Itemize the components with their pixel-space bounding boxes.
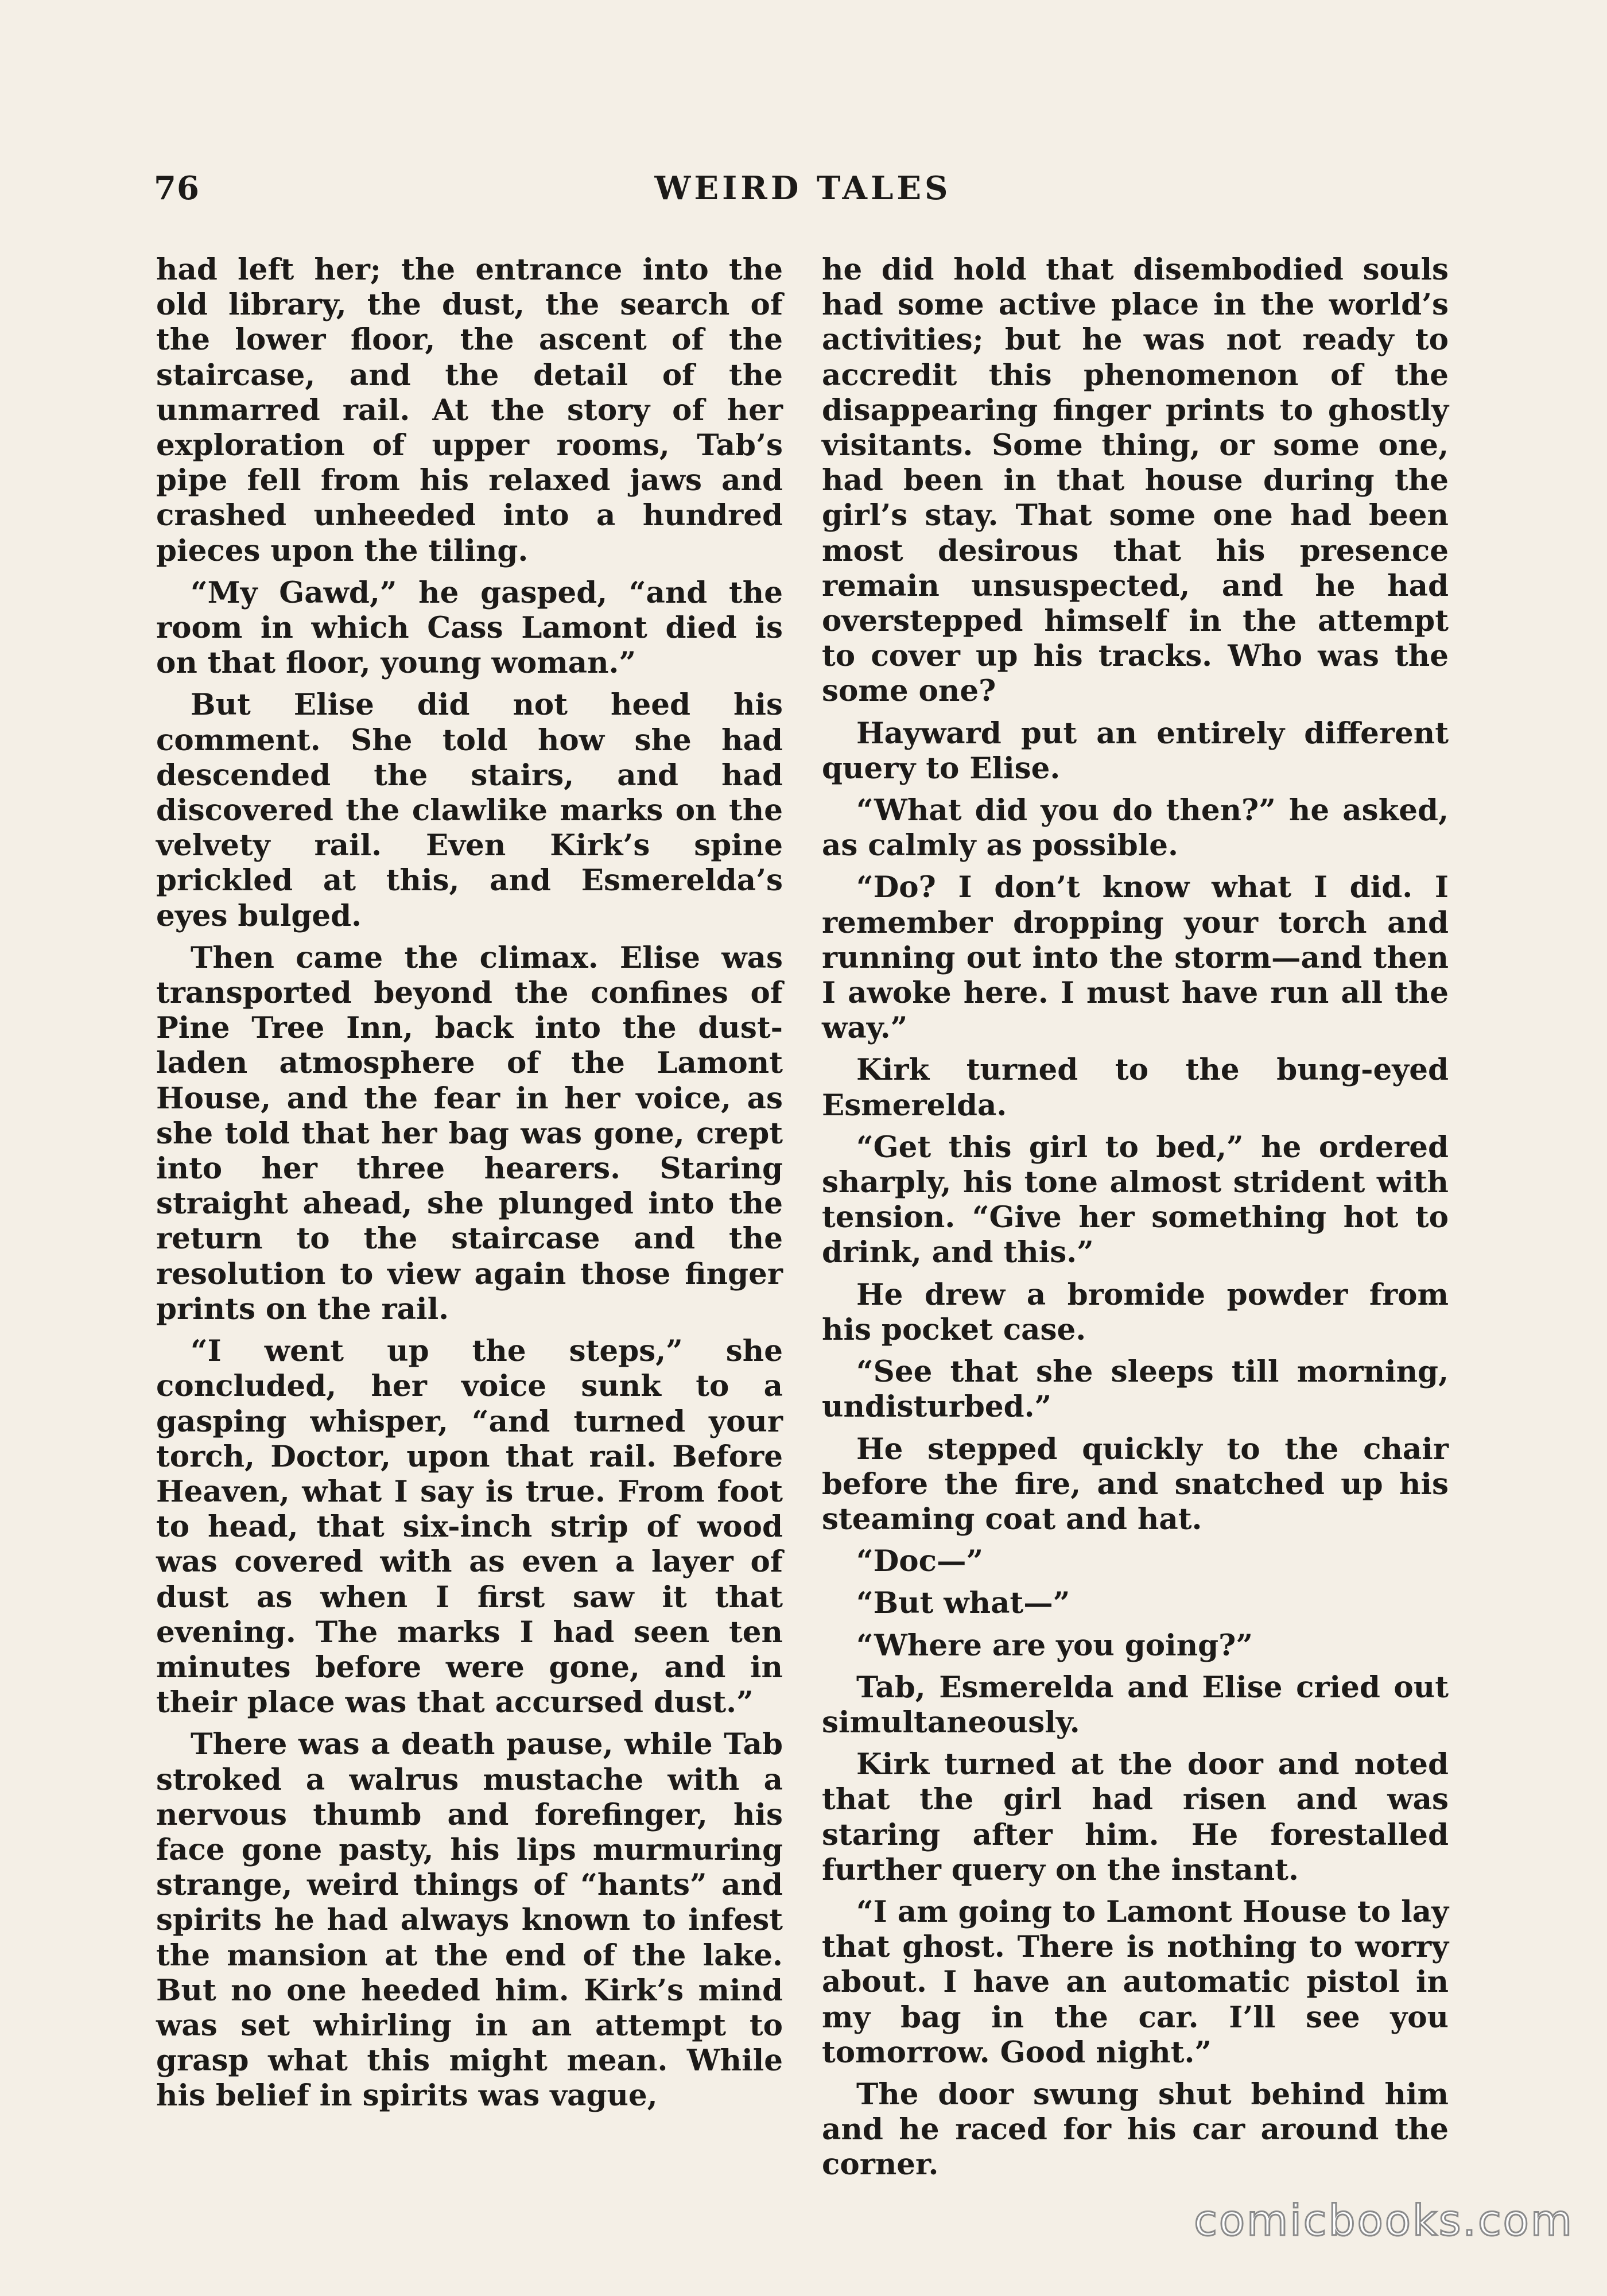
paragraph: Kirk turned to the bung-eyed Esmerelda.: [822, 1053, 1449, 1123]
paragraph: “Where are you going?”: [856, 1628, 1253, 1663]
paragraph: Tab, Esmerelda and Elise cried out simultaneously.: [822, 1670, 1449, 1740]
paragraph: “Doc—”: [856, 1544, 984, 1579]
paragraph: “I went up the steps,” she concluded, her voice sunk to a gasping whisper, “and turned your torch, Doctor, upon that rail. Before Heaven, what I say is true. From foot to head, that six-inch strip of wood was covered with as even a layer of dust as when I first saw it that evening. The marks I had seen ten minutes before were gone, and in their place was that accursed dust.”: [156, 1334, 783, 1720]
paragraph: He drew a bromide powder from his pocket case.: [822, 1277, 1449, 1347]
page-number: 76: [154, 169, 200, 207]
paragraph: Then came the climax. Elise was transported beyond the confines of Pine Tree Inn, back into the dust-laden atmosphere of the Lamont House, and the fear in her voice, as she told that her bag was gone, crept into her three hearers. Staring straight ahead, she plunged into the return to the staircase and the resolution to view again those finger prints on the rail.: [156, 940, 783, 1327]
page-header: [154, 169, 1452, 215]
paragraph: Kirk turned at the door and noted that the girl had risen and was staring after him. He forestalled further query on the instant.: [822, 1747, 1449, 1887]
paragraph: The door swung shut behind him and he raced for his car around the corner.: [822, 2077, 1449, 2182]
paragraph: “See that she sleeps till morning, undisturbed.”: [822, 1355, 1449, 1425]
paragraph: “But what—”: [856, 1586, 1070, 1621]
paragraph: There was a death pause, while Tab stroked a walrus mustache with a nervous thumb and forefinger, his face gone pasty, his lips murmuring strange, weird things of “hants” and spirits he had always known to infest the mansion at the end of the lake. But no one heeded him. Kirk’s mind was set whirling in an attempt to grasp what this might mean. While his belief in spirits was vague,: [156, 1727, 783, 2113]
paragraph: “I am going to Lamont House to lay that ghost. There is nothing to worry about. I have an automatic pistol in my bag in the car. I’ll see you tomorrow. Good night.”: [822, 1894, 1449, 2070]
paragraph: But Elise did not heed his comment. She told how she had descended the stairs, and had discovered the clawlike marks on the velvety rail. Even Kirk’s spine prickled at this, and Esmerelda’s eyes bulged.: [156, 688, 783, 933]
paragraph: “What did you do then?” he asked, as calmly as possible.: [822, 793, 1449, 863]
paragraph: he did hold that disembodied souls had some active place in the world’s activities; but he was not ready to accredit this phenomenon of the disappearing finger prints to ghostly visitants. Some thing, or some one, had been in that house during the girl’s stay. That some one had been most desirous that his presence remain unsuspected, and he had overstepped himself in the attempt to cover up his tracks. Who was the some one?: [822, 253, 1449, 709]
paragraph: “My Gawd,” he gasped, “and the room in which Cass Lamont died is on that floor, young woman.”: [156, 575, 783, 681]
watermark: comicbooks.com: [1194, 2196, 1574, 2245]
paragraph: Hayward put an entirely different query to Elise.: [822, 716, 1449, 786]
paragraph: “Get this girl to bed,” he ordered sharply, his tone almost strident with tension. “Give her something hot to drink, and this.”: [822, 1130, 1449, 1270]
left-column: [156, 253, 783, 2121]
running-title: WEIRD TALES: [654, 169, 952, 207]
paragraph: “Do? I don’t know what I did. I remember dropping your torch and running out into the storm—and then I awoke here. I must have run all the way.”: [822, 870, 1449, 1046]
paragraph: had left her; the entrance into the old library, the dust, the search of the lower floor, the ascent of the staircase, and the detail of the unmarred rail. At the story of her exploration of upper rooms, Tab’s pipe fell from his relaxed jaws and crashed unheeded into a hundred pieces upon the tiling.: [156, 253, 783, 568]
right-column: [822, 253, 1449, 2190]
paragraph: He stepped quickly to the chair before the fire, and snatched up his steaming coat and hat.: [822, 1432, 1449, 1537]
